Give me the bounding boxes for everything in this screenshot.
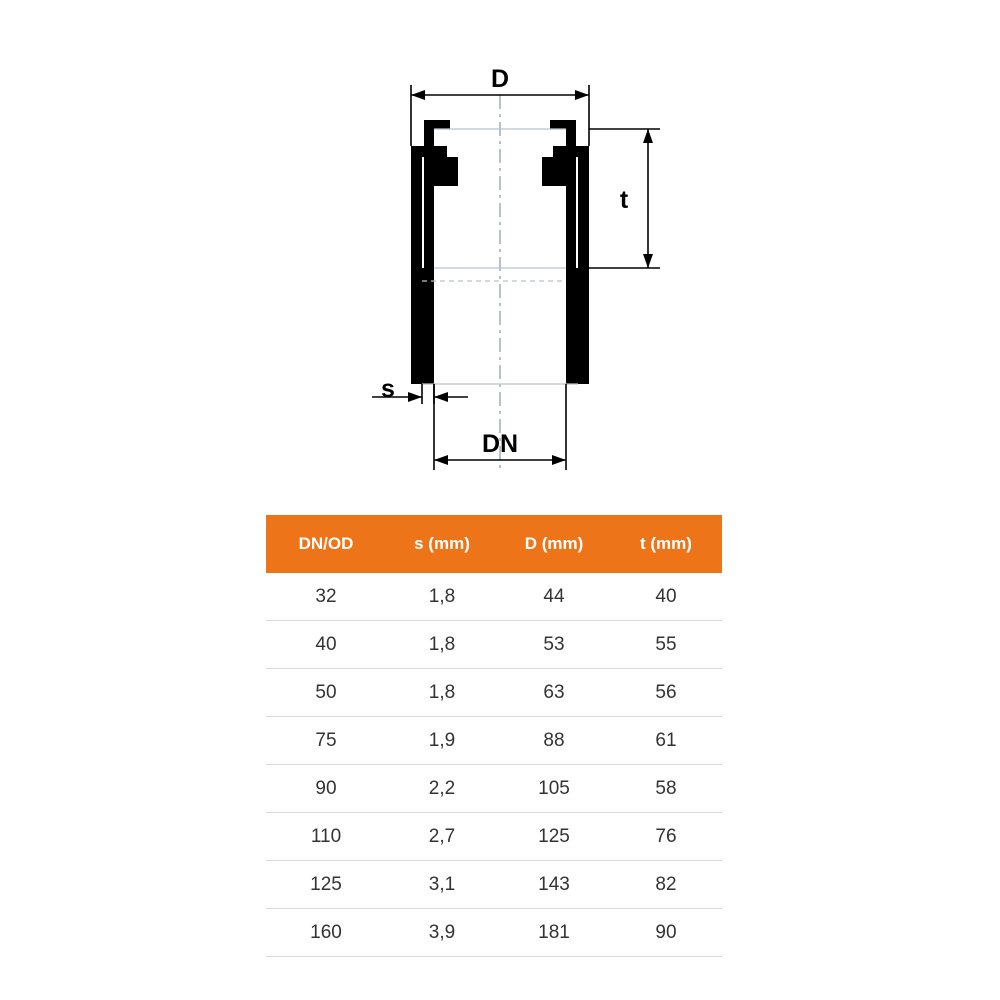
cell-t: 40 — [610, 573, 722, 621]
column-header-t: t (mm) — [610, 515, 722, 573]
dimension-label-D: D — [490, 65, 510, 93]
cell-d: 105 — [498, 765, 610, 813]
column-header-d: D (mm) — [498, 515, 610, 573]
column-header-dn-od: DN/OD — [266, 515, 386, 573]
cell-s: 2,7 — [386, 813, 498, 861]
cell-t: 58 — [610, 765, 722, 813]
cell-d: 44 — [498, 573, 610, 621]
cell-d: 181 — [498, 909, 610, 957]
cell-d: 125 — [498, 813, 610, 861]
table-row — [266, 909, 722, 957]
cell-dn: 160 — [266, 909, 386, 957]
cell-s: 3,1 — [386, 861, 498, 909]
table-header-row — [266, 515, 722, 573]
cell-s: 1,8 — [386, 669, 498, 717]
column-header-s: s (mm) — [386, 515, 498, 573]
table-row — [266, 669, 722, 717]
cell-t: 76 — [610, 813, 722, 861]
cell-s: 3,9 — [386, 909, 498, 957]
cell-dn: 90 — [266, 765, 386, 813]
cell-d: 88 — [498, 717, 610, 765]
cell-s: 2,2 — [386, 765, 498, 813]
table-row — [266, 573, 722, 621]
cell-dn: 40 — [266, 621, 386, 669]
table-row — [266, 621, 722, 669]
cell-dn: 110 — [266, 813, 386, 861]
cell-t: 82 — [610, 861, 722, 909]
cell-t: 56 — [610, 669, 722, 717]
cell-d: 63 — [498, 669, 610, 717]
dimensions-table — [266, 515, 722, 957]
table-row — [266, 861, 722, 909]
table-row — [266, 813, 722, 861]
cell-d: 143 — [498, 861, 610, 909]
cell-s: 1,9 — [386, 717, 498, 765]
cell-d: 53 — [498, 621, 610, 669]
cell-dn: 50 — [266, 669, 386, 717]
dimension-label-t: t — [619, 186, 629, 214]
specification-table — [266, 515, 722, 957]
table-row — [266, 717, 722, 765]
dimension-label-s: s — [381, 375, 395, 403]
cell-dn: 75 — [266, 717, 386, 765]
table-row — [266, 765, 722, 813]
cell-s: 1,8 — [386, 621, 498, 669]
cell-t: 55 — [610, 621, 722, 669]
dimension-label-DN: DN — [481, 430, 519, 458]
cell-dn: 125 — [266, 861, 386, 909]
cell-s: 1,8 — [386, 573, 498, 621]
cell-t: 61 — [610, 717, 722, 765]
cell-t: 90 — [610, 909, 722, 957]
cell-dn: 32 — [266, 573, 386, 621]
